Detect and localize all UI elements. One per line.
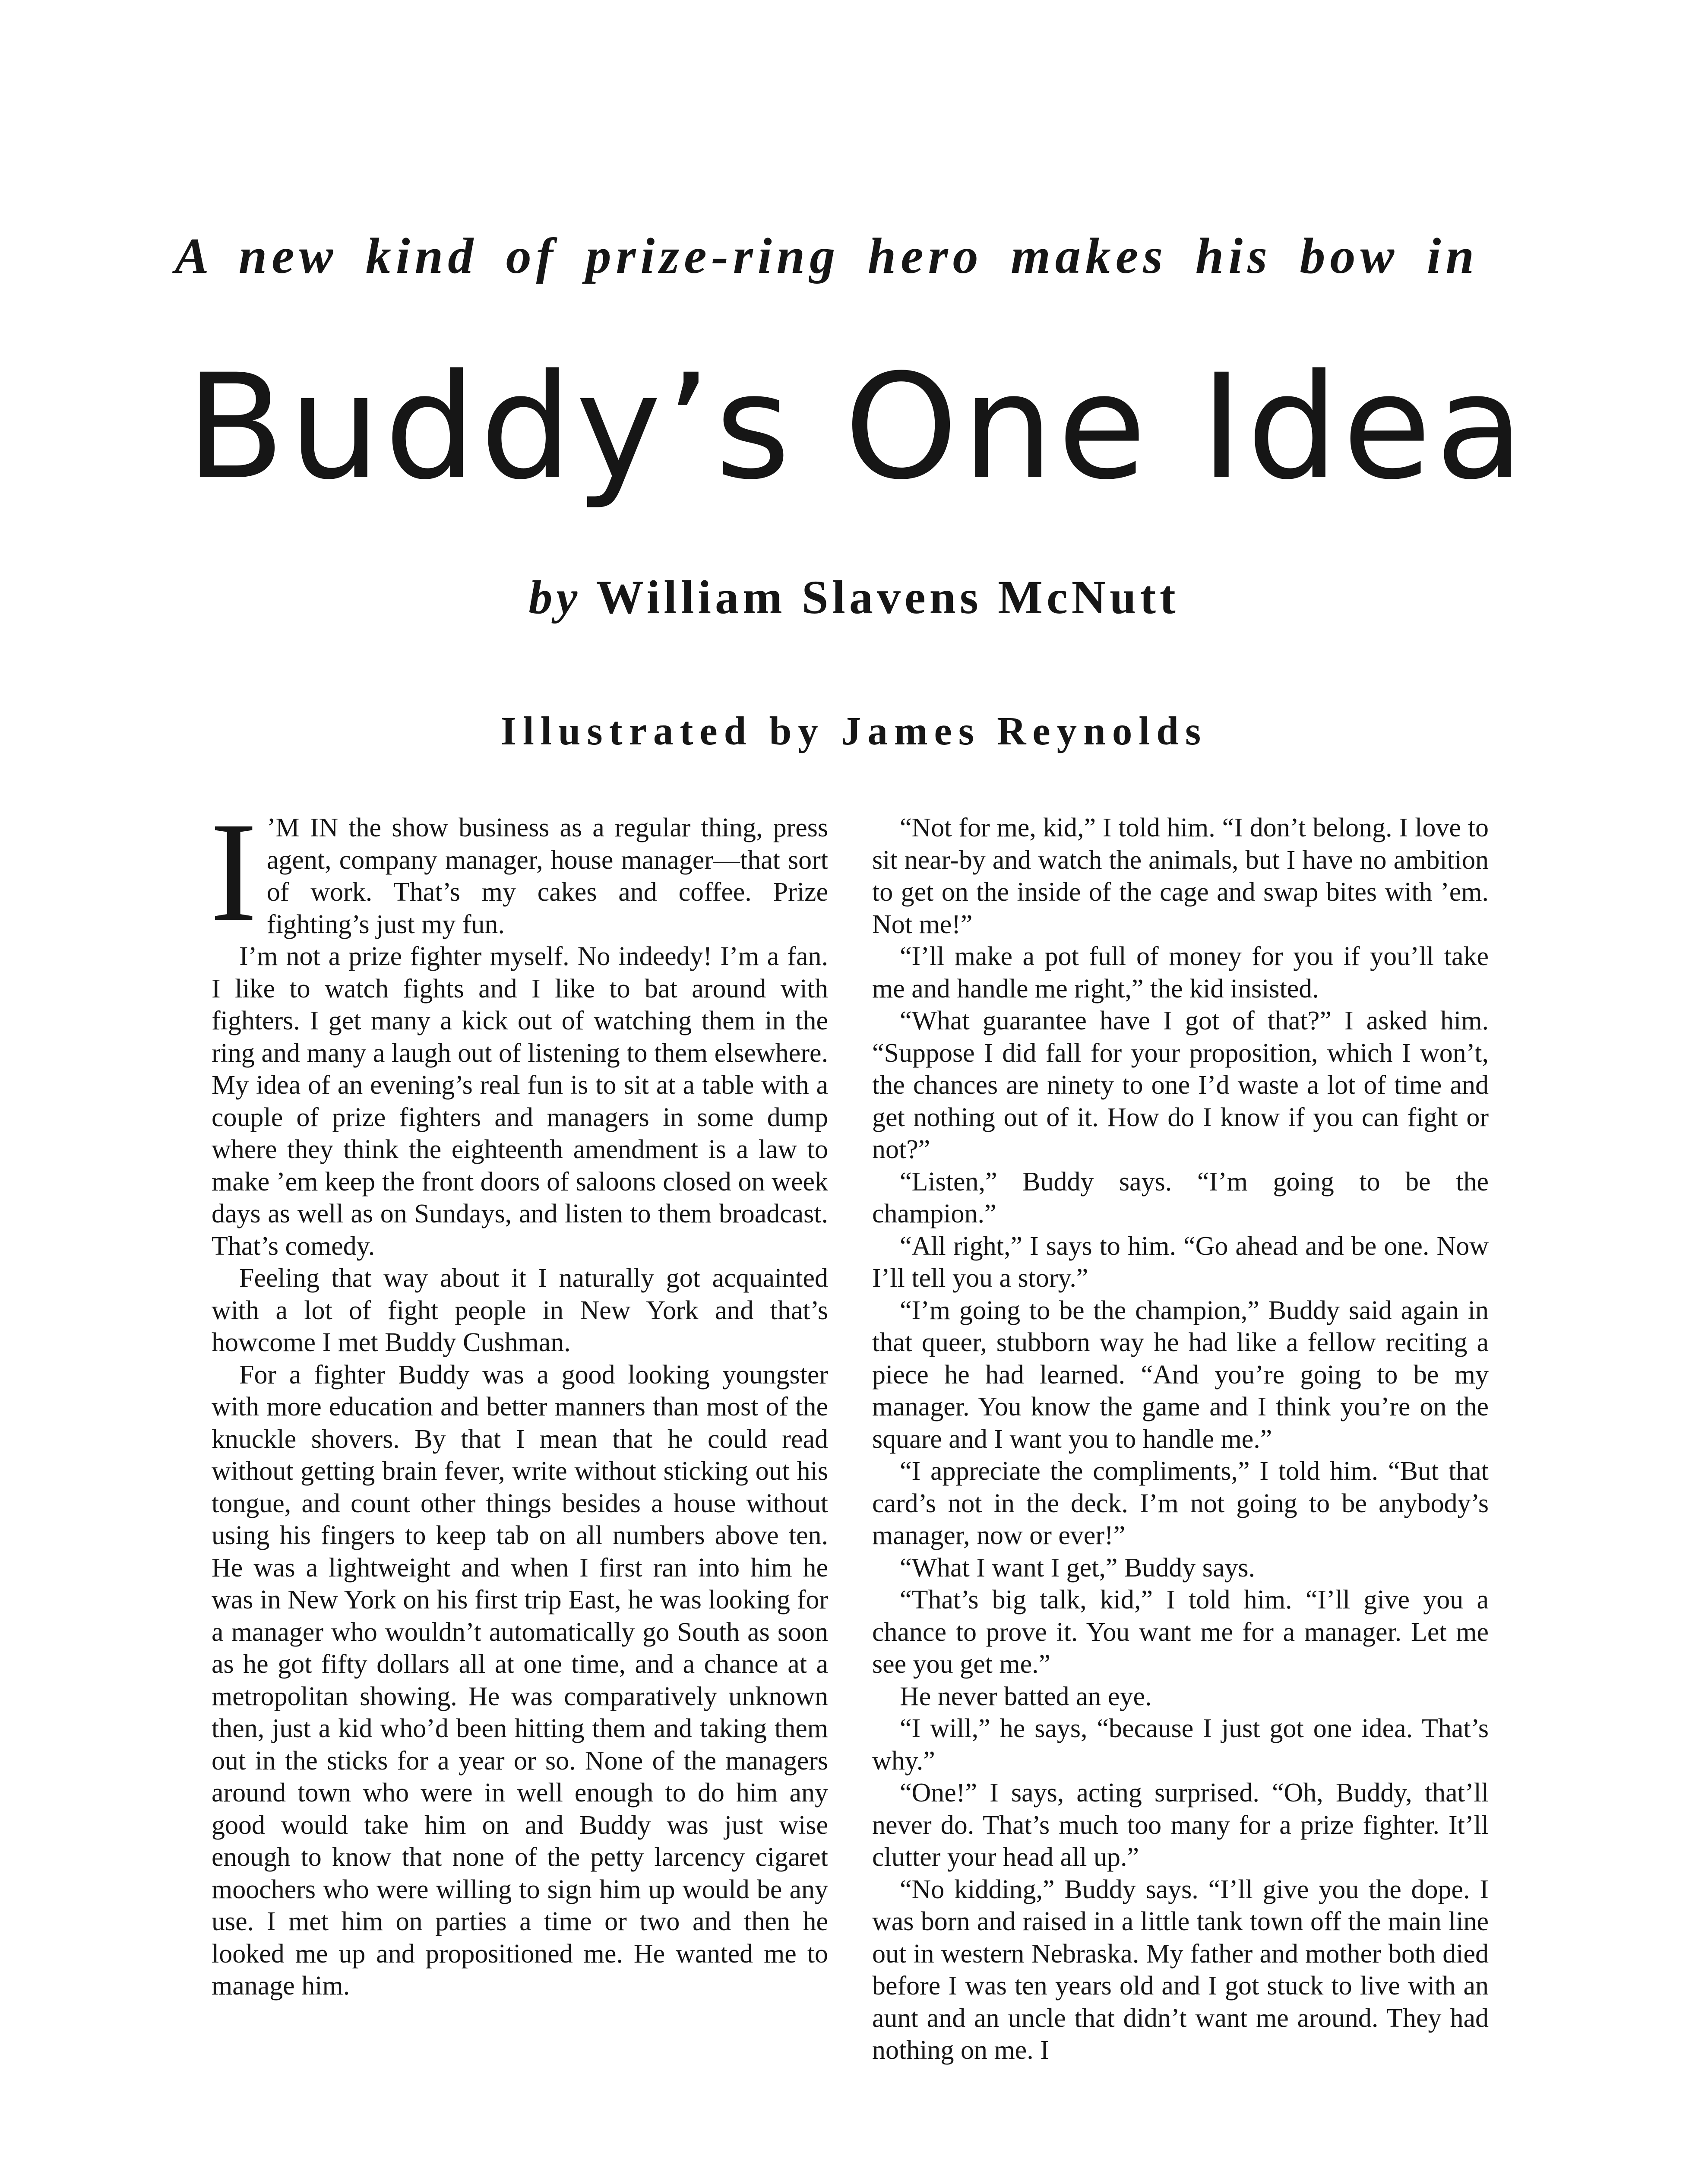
paragraph: “No kidding,” Buddy says. “I’ll give you the dope. I was born and raised in a little tank town off the main line out in western Nebraska. My father and mother both died before I was ten years old and I got stuck to live with an aunt and an uncle that didn’t want me around. They had nothing on me. I xyxy=(872,1874,1489,2065)
paragraph: “I appreciate the compliments,” I told him. “But that card’s not in the deck. I’m not going to be anybody’s manager, now or ever!” xyxy=(872,1456,1489,1550)
illustrator-credit: Illustrated by James Reynolds xyxy=(500,709,1208,753)
paragraph: “Listen,” Buddy says. “I’m going to be the champion.” xyxy=(872,1167,1489,1228)
paragraph: “One!” I says, acting surprised. “Oh, Buddy, that’ll never do. That’s much too many for a prize fighter. It’ll clutter your head all up.” xyxy=(872,1778,1489,1872)
paragraph: He never batted an eye. xyxy=(900,1681,1152,1711)
paragraph-text: ’M IN the show business as a regular thing, press agent, company manager, house manager—that sort of work. That’s my cakes and coffee. Prize fighting’s just my fun. xyxy=(266,813,828,939)
paragraph: “I’m going to be the champion,” Buddy said again in that queer, stubborn way he had like a fellow reciting a piece he had learned. “And you’re going to be my manager. You know the game and I think you’re on the square and I want you to handle me.” xyxy=(872,1295,1489,1454)
right-column xyxy=(872,812,1489,2067)
paragraph: For a fighter Buddy was a good looking youngster with more education and better manners than most of the knuckle shovers. By that I mean that he could read without getting brain fever, write without sticking out his tongue, and count other things besides a house without using his fingers to keep tab on all numbers above ten. He was a lightweight and when I first ran into him he was in New York on his first trip East, he was looking for a manager who wouldn’t automatically go South as soon as he got fifty dollars all at one time, and a chance at a metropolitan showing. He was comparatively unknown then, just a kid who’d been hitting them and taking them out in the sticks for a year or so. None of the managers around town who were in well enough to do him any good would take him on and Buddy was just wise enough to know that none of the petty larcency cigaret moochers who were willing to sign him up would be any use. I met him on parties a time or two and then he looked me up and propositioned me. He wanted me to manage him. xyxy=(212,1360,828,2001)
paragraph: “What guarantee have I got of that?” I asked him. “Suppose I did fall for your proposition, which I won’t, the chances are ninety to one I’d waste a lot of time and get nothing out of it. How do I know if you can fight or not?” xyxy=(872,1006,1489,1164)
byline xyxy=(0,570,1708,625)
paragraph: Feeling that way about it I naturally got acquainted with a lot of fight people in New York and that’s howcome I met Buddy Cushman. xyxy=(212,1263,828,1357)
paragraph: “That’s big talk, kid,” I told him. “I’ll give you a chance to prove it. You want me for a manager. Let me see you get me.” xyxy=(872,1585,1489,1679)
story-title: Buddy’s One Idea xyxy=(186,343,1528,512)
paragraph: “Not for me, kid,” I told him. “I don’t belong. I love to sit near-by and watch the animals, but I have no ambition to get on the inside of the cage and swap bites with ’em. Not me!” xyxy=(872,813,1489,939)
paragraph xyxy=(210,793,828,951)
byline-author: William Slavens McNutt xyxy=(596,571,1180,624)
paragraph: I’m not a prize fighter myself. No indeedy! I’m a fan. I like to watch fights and I like to bat around with fighters. I get many a kick out of watching them in the ring and many a laugh out of listening to them elsewhere. My idea of an evening’s real fun is to sit at a table with a couple of prize fighters and managers in some dump where they think the eighteenth amendment is a law to make ’em keep the front doors of saloons closed on week days as well as on Sundays, and listen to them broadcast. That’s comedy. xyxy=(212,942,828,1261)
drop-cap: I xyxy=(210,793,257,951)
byline-prefix: by xyxy=(528,571,582,624)
left-column xyxy=(210,793,828,2002)
kicker-line: A new kind of prize-ring hero makes his bow in xyxy=(175,228,1479,284)
paragraph: “I will,” he says, “because I just got one idea. That’s why.” xyxy=(872,1714,1489,1776)
paragraph: “All right,” I says to him. “Go ahead and be one. Now I’ll tell you a story.” xyxy=(872,1231,1489,1293)
paragraph: “I’ll make a pot full of money for you if you’ll take me and handle me right,” the kid insisted. xyxy=(872,942,1489,1004)
paragraph: “What I want I get,” Buddy says. xyxy=(900,1553,1255,1583)
